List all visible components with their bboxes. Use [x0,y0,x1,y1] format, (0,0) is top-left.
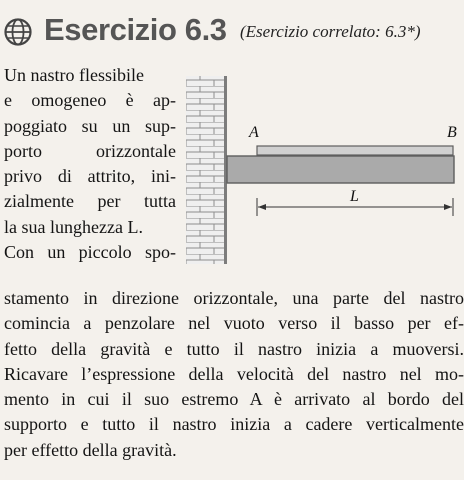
text-line: Con un piccolo spo- [4,242,176,263]
text-line: la sua lunghezza L. [4,216,143,237]
problem-text-bottom [4,286,464,463]
text-line: privo di attrito, ini- [4,166,176,187]
text-line: Ricavare l’espressione della velocità del nastro nel mo- [4,363,464,384]
text-line: fetto della gravità e tutto il nastro inizia a muoversi. [4,338,464,359]
flexible-tape [257,146,453,155]
support-diagram [186,74,464,264]
exercise-title: Esercizio 6.3 [44,12,227,47]
related-exercise: (Esercizio correlato: 6.3*) [240,22,421,41]
text-line: comincia a penzolare nel vuoto verso il basso per ef- [4,313,464,334]
label-l: L [350,188,359,205]
text-line: e omogeneo è ap- [4,90,176,111]
globe-icon [3,17,33,47]
text-line: supporto e tutto il nastro inizia a cadere verticalmente [4,414,464,435]
text-line: porto orizzontale [4,140,176,161]
text-line: poggiato su un sup- [4,115,176,136]
horizontal-support [227,156,454,183]
label-b: B [447,124,457,141]
brick-wall [186,76,227,264]
text-line: zialmente per tutta [4,191,176,212]
text-line: Un nastro flessibile [4,65,144,85]
label-a: A [249,124,259,141]
text-line: per effetto della gravità. [4,439,177,460]
text-line: mento in cui il suo estremo A è arrivato al bordo del [4,389,464,410]
text-line: stamento in direzione orizzontale, una parte del nastro [4,288,464,308]
exercise-header [0,0,464,58]
problem-text-top [4,63,176,265]
